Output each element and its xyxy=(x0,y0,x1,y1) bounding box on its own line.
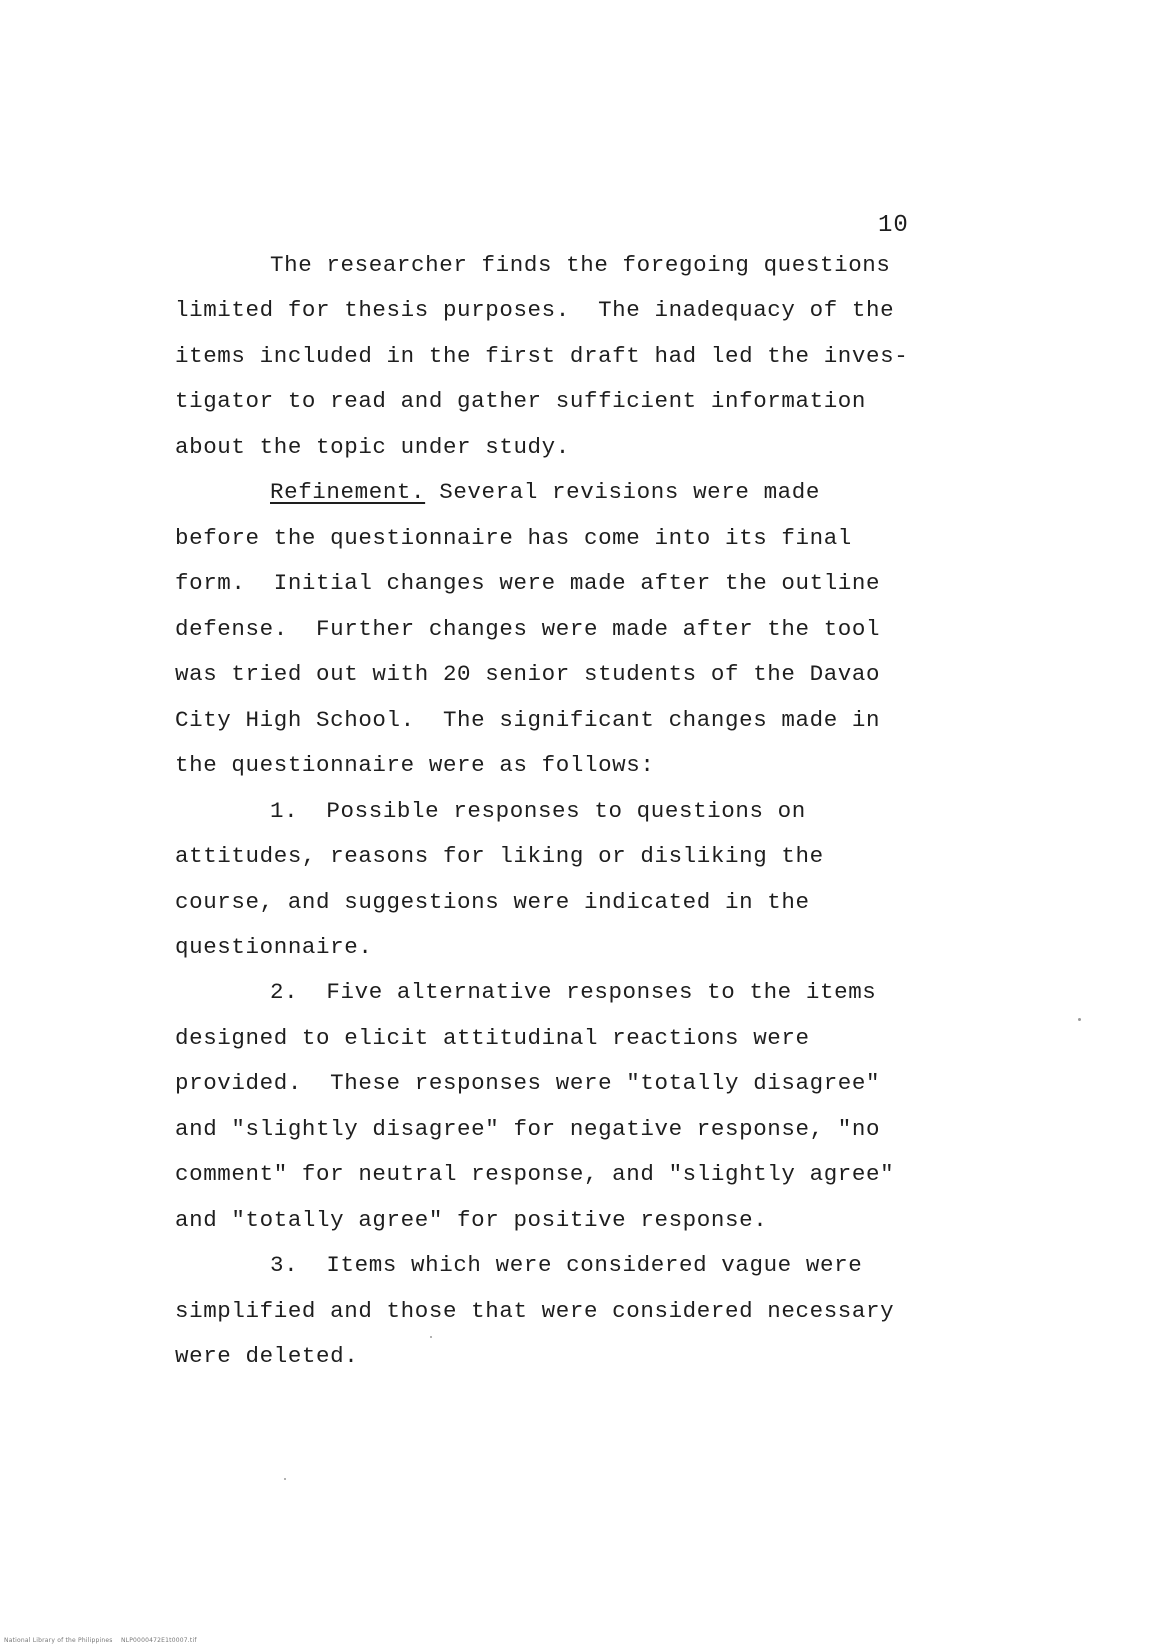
item3-line: were deleted. xyxy=(175,1343,359,1369)
paragraph2-line: the questionnaire were as follows: xyxy=(175,752,655,778)
item2-line: comment" for neutral response, and "slightly agree" xyxy=(175,1161,895,1187)
scan-speck xyxy=(1078,1018,1081,1021)
item2-line: 2. Five alternative responses to the items xyxy=(270,979,877,1005)
paragraph1-line: limited for thesis purposes. The inadequacy of the xyxy=(175,297,895,323)
item3-line: simplified and those that were considered necessary xyxy=(175,1298,895,1324)
page-number: 10 xyxy=(878,212,909,239)
item1-line: attitudes, reasons for liking or disliking the xyxy=(175,843,824,869)
item2-line: designed to elicit attitudinal reactions were xyxy=(175,1025,810,1051)
paragraph2-line: defense. Further changes were made after the tool xyxy=(175,616,881,642)
scan-footer: National Library of the Philippines NLP0000472E1t0007.tif xyxy=(4,1637,197,1644)
item2-line: and "totally agree" for positive response. xyxy=(175,1207,768,1233)
scan-speck xyxy=(430,1336,432,1338)
paragraph2-line: before the questionnaire has come into its final xyxy=(175,525,852,551)
paragraph2-first-line xyxy=(270,479,820,505)
item3-line: 3. Items which were considered vague were xyxy=(270,1252,863,1278)
paragraph2-line: City High School. The significant changes made in xyxy=(175,707,881,733)
section-heading: Refinement. xyxy=(270,479,426,505)
item1-line: course, and suggestions were indicated in the xyxy=(175,889,810,915)
paragraph1-line: items included in the first draft had led the inves- xyxy=(175,343,909,369)
item1-line: 1. Possible responses to questions on xyxy=(270,798,806,824)
item2-line: provided. These responses were "totally disagree" xyxy=(175,1070,881,1096)
paragraph1-line: about the topic under study. xyxy=(175,434,570,460)
item1-line: questionnaire. xyxy=(175,934,373,960)
paragraph1-line: The researcher finds the foregoing questions xyxy=(270,252,891,278)
paragraph2-line: was tried out with 20 senior students of the Davao xyxy=(175,661,881,687)
item2-line: and "slightly disagree" for negative response, "no xyxy=(175,1116,881,1142)
paragraph2-line: form. Initial changes were made after the outline xyxy=(175,570,881,596)
paragraph2-line: Several revisions were made xyxy=(425,479,820,505)
paragraph1-line: tigator to read and gather sufficient information xyxy=(175,388,867,414)
scan-speck xyxy=(284,1478,286,1480)
